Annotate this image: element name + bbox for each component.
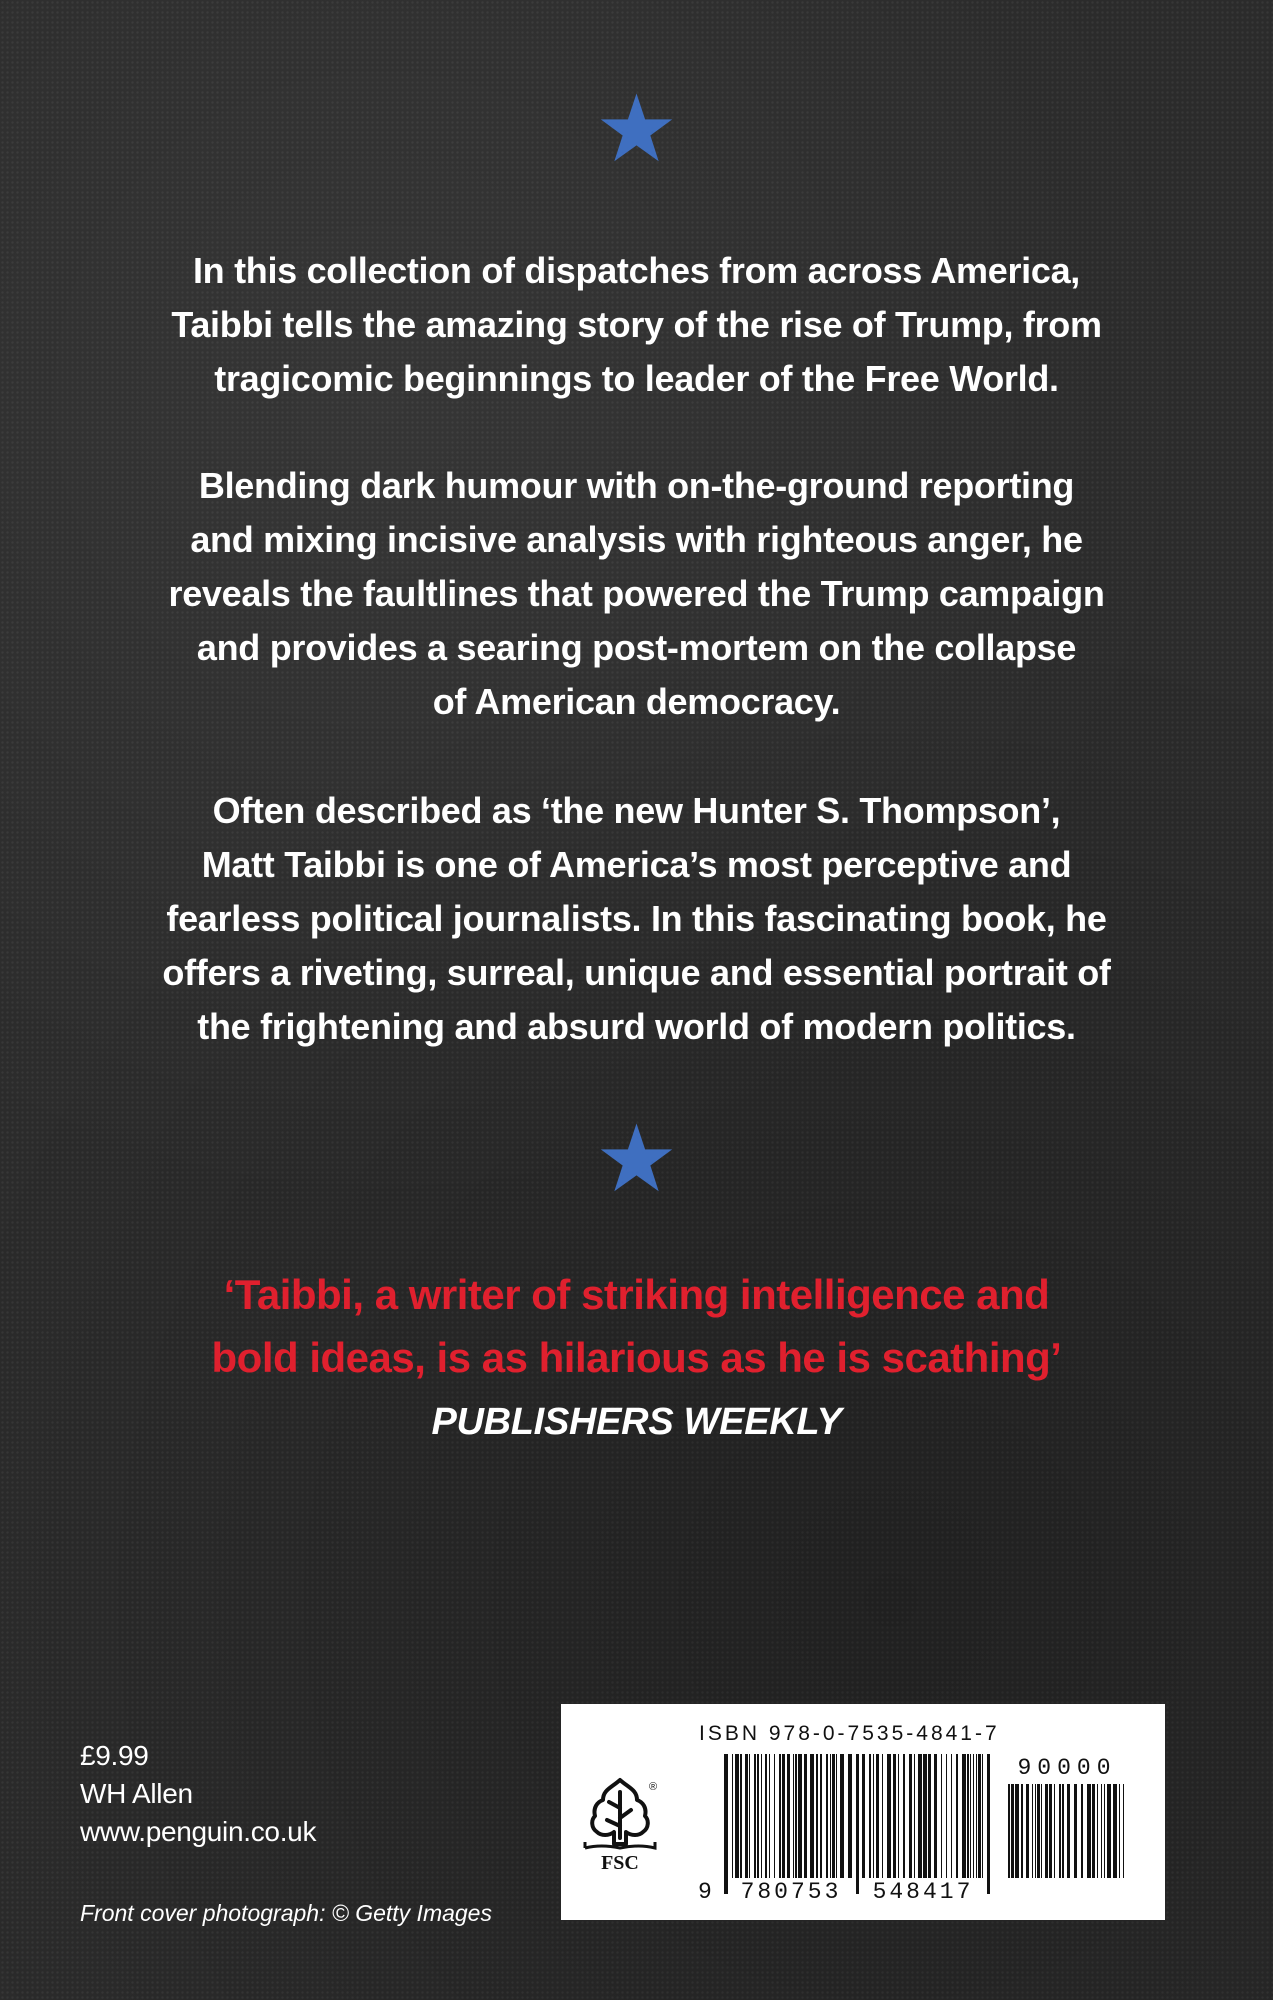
barcode-bar — [1081, 1784, 1083, 1878]
barcode-bar — [745, 1754, 748, 1878]
barcode-bar — [893, 1754, 896, 1878]
quote-source: PUBLISHERS WEEKLY — [431, 1401, 842, 1443]
barcode-bar — [1008, 1784, 1010, 1878]
barcode-bar — [740, 1754, 742, 1878]
barcode-bar — [735, 1754, 739, 1878]
barcode-bar — [754, 1754, 756, 1878]
blurb-paragraph-3 — [110, 784, 1163, 1054]
blurb-line: offers a riveting, surreal, unique and essential portrait of — [162, 952, 1111, 993]
fsc-tree-logo — [581, 1774, 659, 1874]
publisher-website: www.penguin.co.uk — [80, 1816, 317, 1847]
barcode-bar — [830, 1754, 831, 1878]
barcode-bar — [1107, 1784, 1111, 1878]
barcode-bar — [976, 1754, 977, 1878]
barcode-bar — [1062, 1784, 1064, 1878]
barcode-bar — [903, 1754, 905, 1878]
barcode-bar — [826, 1754, 828, 1878]
barcode-bar — [1021, 1784, 1023, 1878]
barcode-bar — [1104, 1784, 1105, 1878]
barcode-bar — [909, 1754, 912, 1878]
publisher-name: WH Allen — [80, 1778, 193, 1809]
barcode-bar — [1037, 1784, 1040, 1878]
barcode-bar — [1067, 1784, 1070, 1878]
barcode-bar — [1123, 1784, 1124, 1878]
barcode-bar — [1087, 1784, 1091, 1878]
star-icon — [600, 1122, 673, 1192]
barcode-left-digits: 780753 — [731, 1880, 851, 1904]
barcode-bar — [1011, 1784, 1014, 1878]
barcode-bar — [956, 1754, 958, 1878]
barcode-bar — [869, 1754, 871, 1878]
blurb-line: the frightening and absurd world of modern politics. — [197, 1006, 1076, 1047]
barcode-bar — [848, 1754, 852, 1878]
barcode-bar — [1026, 1784, 1029, 1878]
barcode-bar — [941, 1754, 942, 1878]
barcode-bar — [914, 1754, 915, 1878]
review-quote — [110, 1263, 1163, 1389]
blurb-line: and mixing incisive analysis with righteous anger, he — [190, 519, 1083, 560]
blurb-line: reveals the faultlines that powered the Trump campaign — [168, 573, 1105, 614]
barcode-bar — [761, 1754, 762, 1878]
barcode-bars — [724, 1754, 990, 1894]
blurb-paragraph-2 — [110, 459, 1163, 729]
barcode-bar — [1015, 1784, 1019, 1878]
barcode-bar — [732, 1754, 733, 1878]
barcode-addon-bars — [1008, 1784, 1126, 1894]
star-icon — [600, 92, 673, 162]
blurb-line: and provides a searing post-mortem on the collapse — [196, 627, 1077, 668]
barcode-bar — [1041, 1784, 1042, 1878]
barcode-bar — [832, 1754, 835, 1878]
barcode-bar — [873, 1754, 874, 1878]
barcode-bar — [1045, 1784, 1048, 1878]
barcode-bar — [724, 1754, 728, 1894]
barcode-bar — [795, 1754, 797, 1878]
barcode-bar — [1119, 1784, 1120, 1878]
barcode-bar — [804, 1754, 807, 1878]
barcode-bar — [862, 1754, 865, 1878]
blurb-line: Blending dark humour with on-the-ground reporting — [198, 465, 1075, 506]
barcode-bar — [1074, 1784, 1077, 1878]
blurb-line: Often described as ‘the new Hunter S. Thompson’, — [212, 790, 1061, 831]
barcode-addon-digits: 90000 — [1017, 1755, 1117, 1781]
barcode-bar — [1101, 1784, 1102, 1878]
publisher-info — [80, 1737, 316, 1851]
barcode-bar — [923, 1754, 927, 1878]
barcode-bar — [769, 1754, 770, 1878]
quote-line: ‘Taibbi, a writer of striking intelligence and — [223, 1271, 1050, 1318]
barcode-bar — [779, 1754, 781, 1878]
barcode-bar — [1097, 1784, 1098, 1878]
barcode-bar — [951, 1754, 952, 1878]
isbn-label: ISBN 978-0-7535-4841-7 — [699, 1722, 1000, 1745]
barcode-bar — [1092, 1784, 1095, 1878]
barcode-bar — [816, 1754, 818, 1878]
barcode-right-digits: 548417 — [861, 1880, 985, 1904]
registered-mark: ® — [648, 1781, 658, 1793]
barcode-bar — [970, 1754, 971, 1878]
barcode-bar — [962, 1754, 966, 1878]
barcode-bar — [787, 1754, 790, 1878]
barcode-bar — [757, 1754, 759, 1878]
cover-photo-credit: Front cover photograph: © Getty Images — [80, 1900, 492, 1926]
barcode-bar — [1049, 1784, 1052, 1878]
barcode-bar — [978, 1754, 981, 1878]
fsc-text: FSC — [601, 1852, 639, 1874]
price: £9.99 — [80, 1740, 149, 1771]
barcode-bar — [946, 1754, 947, 1878]
blurb-paragraph-1 — [110, 244, 1163, 406]
barcode-bar — [1113, 1784, 1117, 1878]
barcode-bar — [793, 1754, 794, 1878]
barcode-first-digit: 9 — [698, 1879, 712, 1905]
barcode-bar — [982, 1754, 983, 1878]
barcode-bar — [836, 1754, 837, 1878]
barcode-bar — [1032, 1784, 1033, 1878]
barcode-bar — [918, 1754, 922, 1878]
barcode-bar — [928, 1754, 931, 1878]
barcode-bar — [967, 1754, 969, 1878]
barcode-bar — [934, 1754, 937, 1878]
barcode-bar — [987, 1754, 990, 1894]
barcode-bar — [782, 1754, 785, 1878]
barcode-bar — [887, 1754, 891, 1878]
barcode-bar — [810, 1754, 814, 1878]
blurb-line: Matt Taibbi is one of America’s most perceptive and — [201, 844, 1072, 885]
barcode-bar — [765, 1754, 767, 1878]
barcode-panel — [561, 1704, 1165, 1920]
barcode-bar — [840, 1754, 844, 1878]
barcode-bar — [1035, 1784, 1036, 1878]
quote-line: bold ideas, is as hilarious as he is scathing’ — [211, 1334, 1062, 1381]
barcode-bar — [882, 1754, 883, 1878]
barcode-bar — [749, 1754, 750, 1878]
barcode-bar — [898, 1754, 899, 1878]
barcode-bar — [798, 1754, 802, 1878]
blurb-line: fearless political journalists. In this fascinating book, he — [166, 898, 1107, 939]
blurb-line: Taibbi tells the amazing story of the rise of Trump, from — [171, 304, 1102, 345]
blurb-line: of American democracy. — [432, 681, 841, 722]
barcode-bar — [820, 1754, 822, 1878]
barcode-bar — [973, 1754, 974, 1878]
barcode-bar — [1059, 1784, 1061, 1878]
blurb-line: In this collection of dispatches from across America, — [192, 250, 1081, 291]
barcode-bar — [856, 1754, 859, 1894]
blurb-line: tragicomic beginnings to leader of the Free World. — [214, 358, 1059, 399]
barcode-bar — [774, 1754, 775, 1878]
barcode-bar — [1054, 1784, 1055, 1878]
barcode-bar — [876, 1754, 879, 1878]
